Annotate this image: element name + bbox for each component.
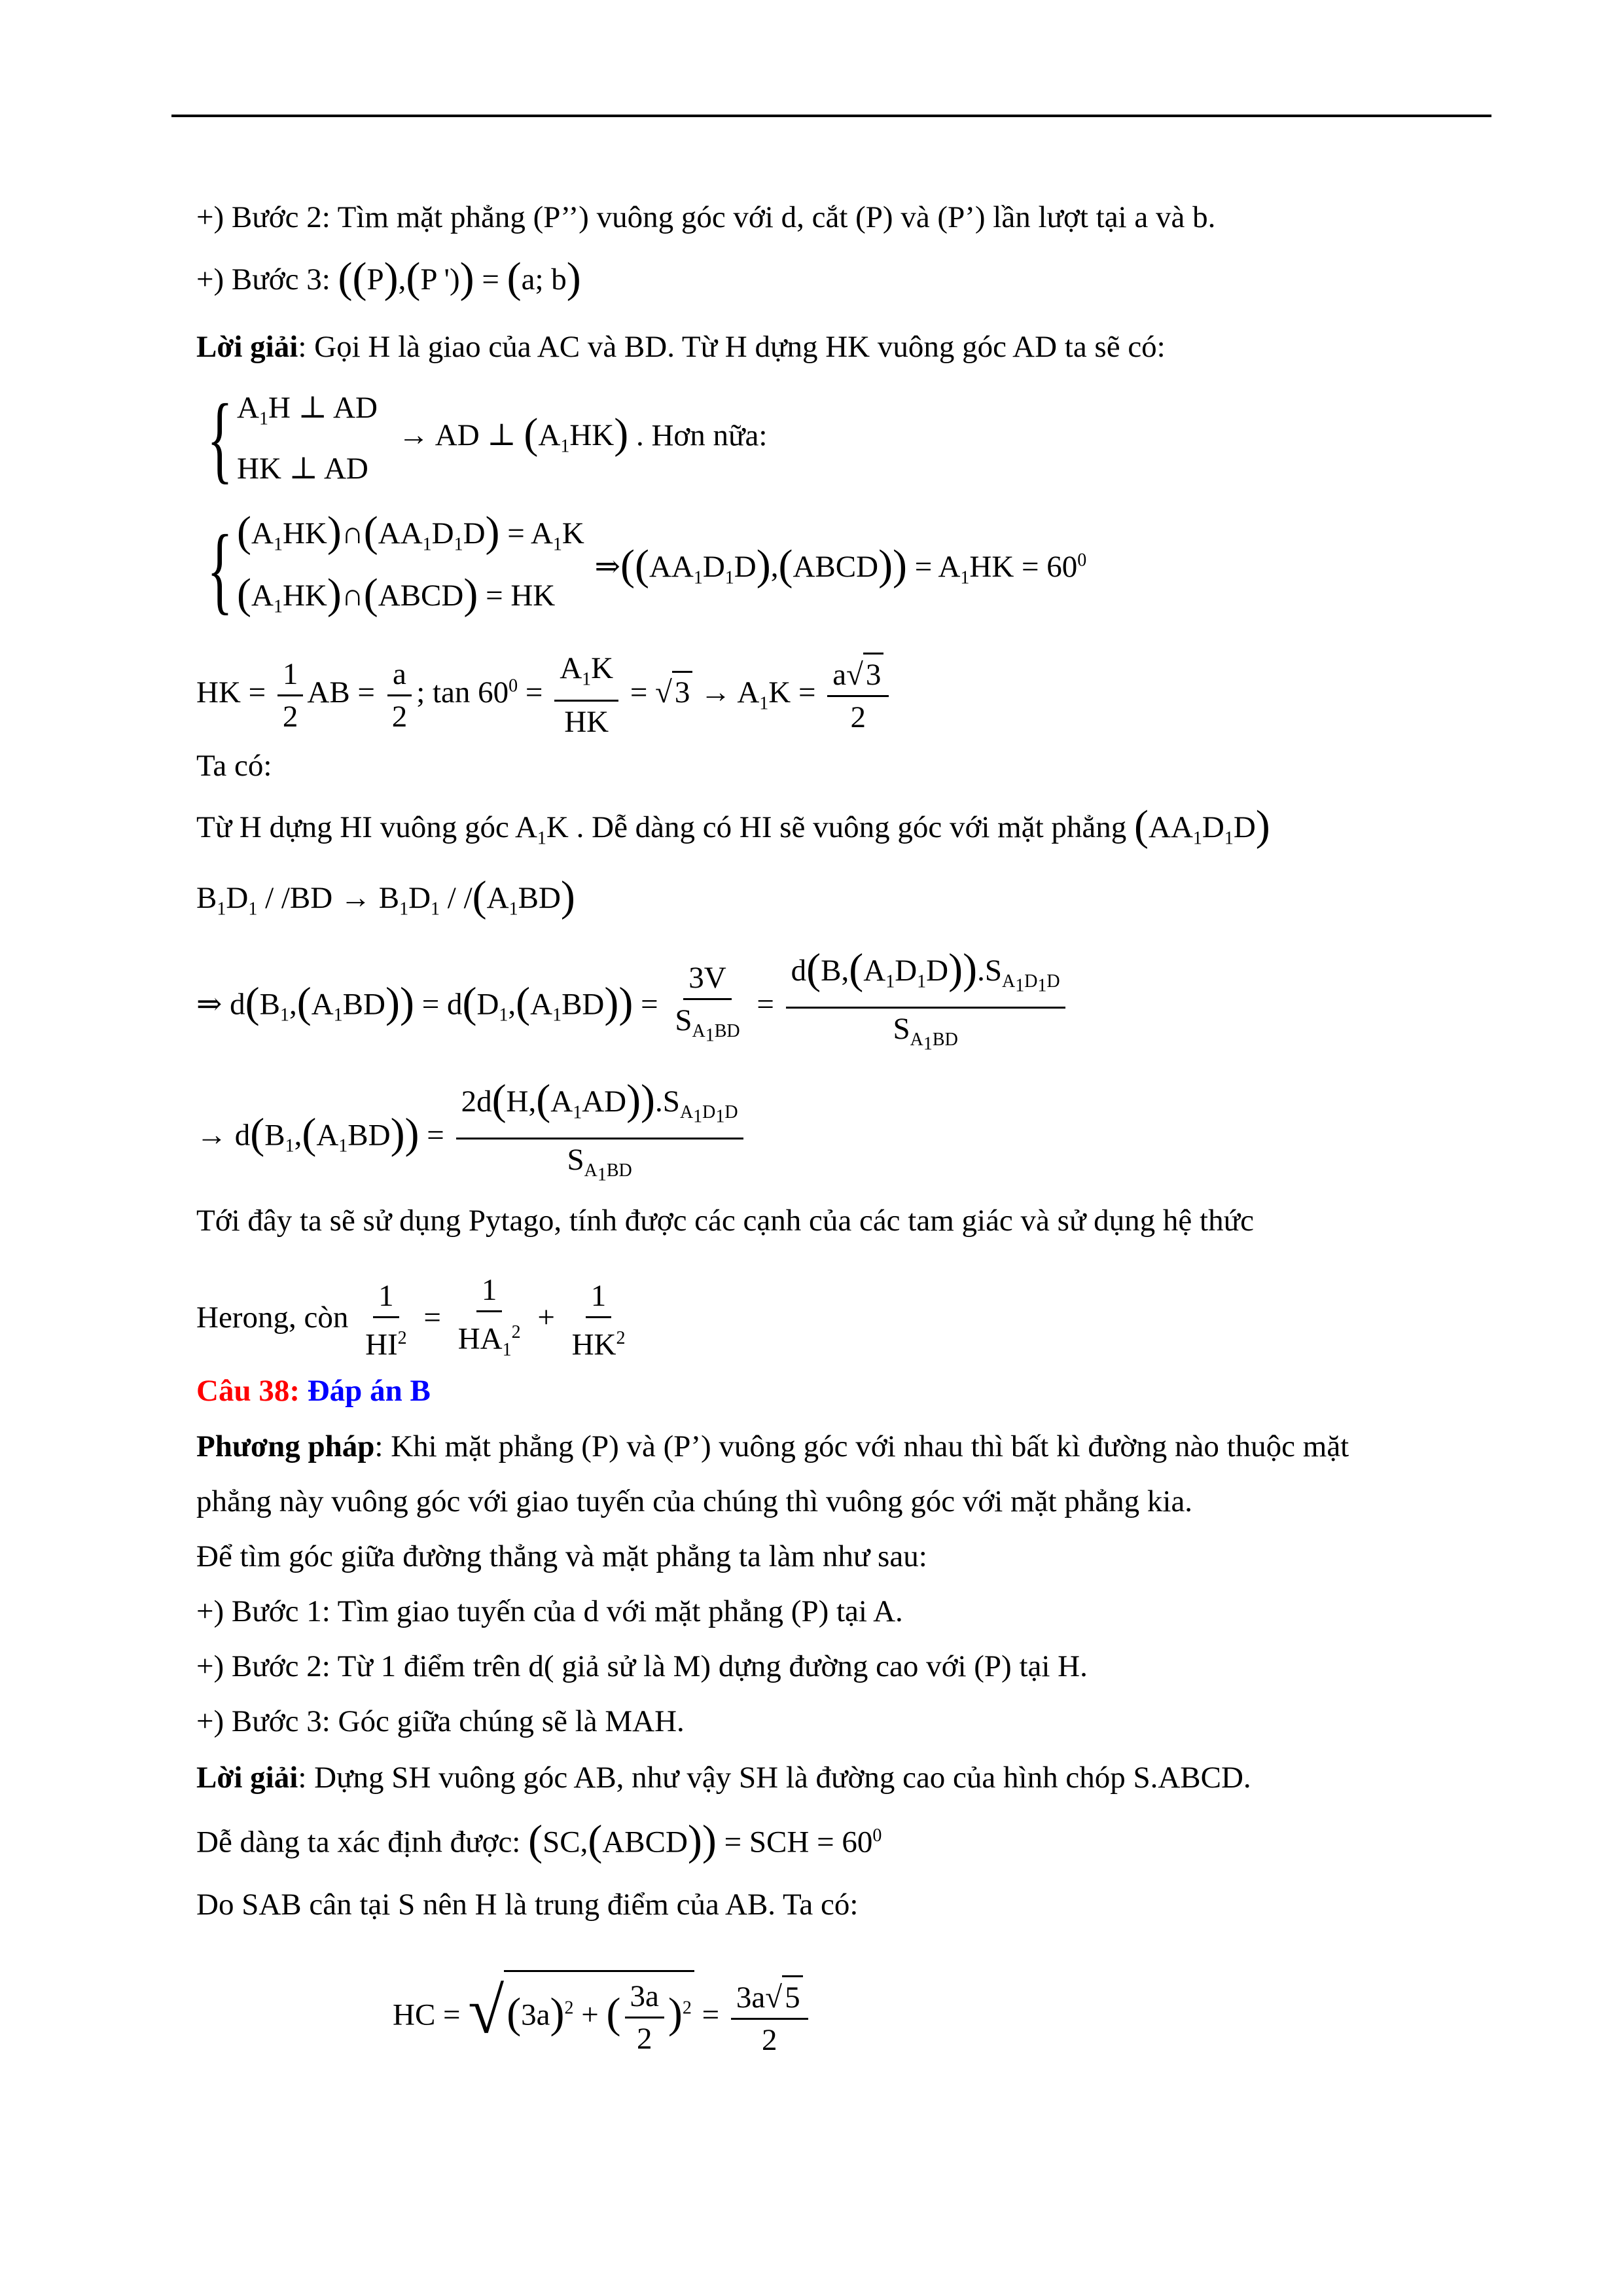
question-number: Câu 38: xyxy=(196,1374,300,1408)
system-2: { $(A_1HK)\cap(AA_1D_1D) = A_1K$ $(A_1HK)\cap(ABCD)$ = HK $\Rightarrow((AA_1D_1D),(ABCD)) = A_1HK = 60^0$ xyxy=(207,508,1087,624)
moreover-text: . Hơn nữa: xyxy=(635,418,768,453)
distance-formula-2: → $d(B_1,(A_1BD))$ = $\frac{2d(H,(A_1AD)).S_{A_1D_1D}}{S_{A_1BD}}$ xyxy=(196,1080,747,1196)
method-label: Phương pháp xyxy=(196,1429,375,1463)
step-3-label: +) Bước 3: xyxy=(196,262,338,296)
hc-formula: HC = $√(3a)^2$ + ( $\frac{3a}{2}$ )$^2$ = $\frac{3a√5}{2}$ xyxy=(393,1970,812,2060)
solution-intro: Lời giải: Gọi H là giao của AC và BD. Từ H dựng HK vuông góc AD ta sẽ có: xyxy=(196,330,1166,364)
pytago-line: Tới đây ta sẽ sử dụng Pytago, tính được các cạnh của các tam giác và sử dụng hệ thức xyxy=(196,1204,1254,1238)
solution-label: Lời giải xyxy=(196,330,298,364)
step-3-line xyxy=(196,254,581,302)
hi-perpendicular-line: Từ H dựng HI vuông góc $A_1K$ . Dễ dàng có HI sẽ vuông góc với mặt phẳng $(AA_1D_1D)$ xyxy=(196,802,1270,850)
step-2-line: +) Bước 2: Tìm mặt phẳng (P’’) vuông góc với d, cắt (P) và (P’) lần lượt tại a và b. xyxy=(196,200,1216,234)
solution-2: Lời giải: Dựng SH vuông góc AB, như vậy SH là đường cao của hình chóp S.ABCD. xyxy=(196,1761,1251,1795)
herong-line: Herong, còn $\frac{1}{HI^2}$ = $\frac{1}{HA_1^2}$ + $\frac{1}{HK^2}$ xyxy=(196,1270,634,1371)
solution-label-2: Lời giải xyxy=(196,1761,298,1795)
method-step-1: +) Bước 1: Tìm giao tuyến của d với mặt phẳng (P) tại A. xyxy=(196,1594,903,1628)
ta-co-line: Ta có: xyxy=(196,749,272,783)
header-rule xyxy=(171,115,1491,117)
angle-line: Dễ dàng ta xác định được: (SC,(ABCD)) = SCH = $60^0$ xyxy=(196,1816,882,1865)
method-line-1: Phương pháp: Khi mặt phẳng (P) và (P’) vuông góc với nhau thì bất kì đường nào thuộc mặt xyxy=(196,1429,1349,1463)
method-step-2: +) Bước 2: Từ 1 điểm trên d( giả sử là M) dựng đường cao với (P) tại H. xyxy=(196,1649,1088,1683)
method-line-3: Để tìm góc giữa đường thẳng và mặt phẳng ta làm như sau: xyxy=(196,1539,927,1573)
parallel-line: $B_1D_1 / /BD \to B_1D_1 / /(A_1BD)$ xyxy=(196,872,575,920)
method-line-2: phẳng này vuông góc với giao tuyến của chúng thì vuông góc với mặt phẳng kia. xyxy=(196,1484,1193,1518)
distance-formula-1: ⇒ $d(B_1,(A_1BD)) = d(D_1,(A_1BD))$ = $\frac{3V}{S_{A_1BD}}$ = $\frac{d(B,(A_1D_1D)).S_{A_1D_1D}}{S_{A_1BD}}$ xyxy=(196,949,1069,1065)
step-3-formula: ((P),(P ')) = (a; b) xyxy=(338,254,581,302)
method-step-3: +) Bước 3: Góc giữa chúng sẽ là MAH. xyxy=(196,1704,685,1738)
answer-label: Đáp án B xyxy=(307,1374,431,1408)
hk-formula: HK = $\frac{1}{2}$ AB = $\frac{a}{2}$ ; $\tan 60^0$ = $\frac{A_1K}{HK}$ = $√3 \to A_1K$ = $\frac{a√3}{2}$ xyxy=(196,648,893,742)
question-38-heading xyxy=(196,1371,431,1410)
midpoint-line: Do SAB cân tại S nên H là trung điểm của AB. Ta có: xyxy=(196,1888,859,1922)
system-1: { $A_1H$ ⊥ AD HK ⊥ AD → AD ⊥ $(A_1HK)$ . Hơn nữa: xyxy=(207,384,768,493)
